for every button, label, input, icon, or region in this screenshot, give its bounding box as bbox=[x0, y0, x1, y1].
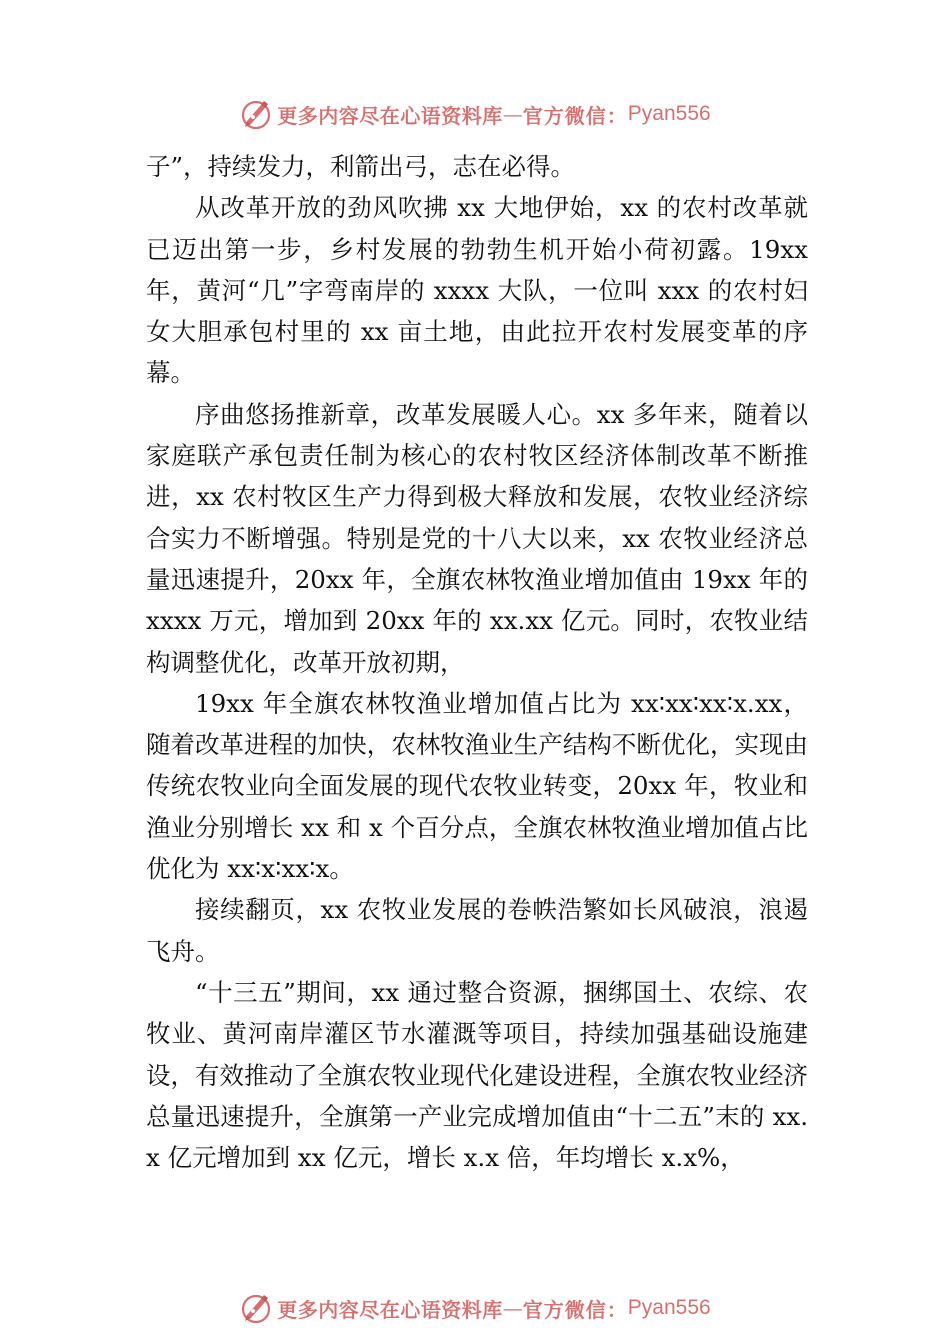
footer-watermark bbox=[0, 1288, 950, 1328]
header-wechat-label: 官方微信： bbox=[522, 103, 628, 128]
header-wechat-id: Pyan556 bbox=[627, 102, 711, 125]
pen-seal-icon bbox=[239, 97, 273, 131]
footer-brand-text: 更多内容尽在心语资料库 bbox=[277, 1297, 503, 1322]
header-brand-text: 更多内容尽在心语资料库 bbox=[277, 103, 503, 128]
header-separator: — bbox=[502, 102, 523, 126]
document-body bbox=[146, 146, 808, 1178]
paragraph: 19xx 年全旗农林牧渔业增加值占比为 xx∶xx∶xx∶x.xx，随着改革进程的加快，农林牧渔业生产结构不断优化，实现由传统农牧业向全面发展的现代农牧业转变，20xx 年，牧业和渔业分别增长 xx 和 x 个百分点，全旗农林牧渔业增加值占比优化为 xx∶x∶xx∶x。 bbox=[146, 688, 808, 884]
footer-separator: — bbox=[502, 1296, 523, 1320]
paragraph: “十三五”期间，xx 通过整合资源，捆绑国土、农综、农牧业、黄河南岸灌区节水灌溉等项目，持续加强基础设施建设，有效推动了全旗农牧业现代化建设进程，全旗农牧业经济总量迅速提升，全旗第一产业完成增加值由“十二五”末的 xx.x 亿元增加到 xx 亿元，增长 x.x 倍，年均增长 x.x%， bbox=[146, 977, 808, 1173]
paragraph: 子”，持续发力，利箭出弓，志在必得。 bbox=[146, 152, 576, 181]
footer-wechat-label: 官方微信： bbox=[522, 1297, 628, 1322]
paragraph: 从改革开放的劲风吹拂 xx 大地伊始，xx 的农村改革就已迈出第一步，乡村发展的勃勃生机开始小荷初露。19xx 年，黄河“几”字弯南岸的 xxxx 大队，一位叫 xxx 的农村妇女大胆承包村里的 xx 亩土地，由此拉开农村发展变革的序幕。 bbox=[146, 193, 808, 388]
header-watermark bbox=[0, 94, 950, 134]
pen-seal-icon bbox=[239, 1291, 273, 1325]
footer-wechat-id: Pyan556 bbox=[627, 1296, 711, 1319]
paragraph: 接续翻页，xx 农牧业发展的卷帙浩繁如长风破浪，浪遏飞舟。 bbox=[146, 895, 808, 966]
paragraph: 序曲悠扬推新章，改革发展暖人心。xx 多年来，随着以家庭联产承包责任制为核心的农村牧区经济体制改革不断推进，xx 农村牧区生产力得到极大释放和发展，农牧业经济综合实力不断增强。特别是党的十八大以来，xx 农牧业经济总量迅速提升，20xx 年，全旗农林牧渔业增加值由 19xx 年的 xxxx 万元，增加到 20xx 年的 xx.xx 亿元。同时，农牧业结构调整优化，改革开放初期， bbox=[146, 399, 808, 677]
